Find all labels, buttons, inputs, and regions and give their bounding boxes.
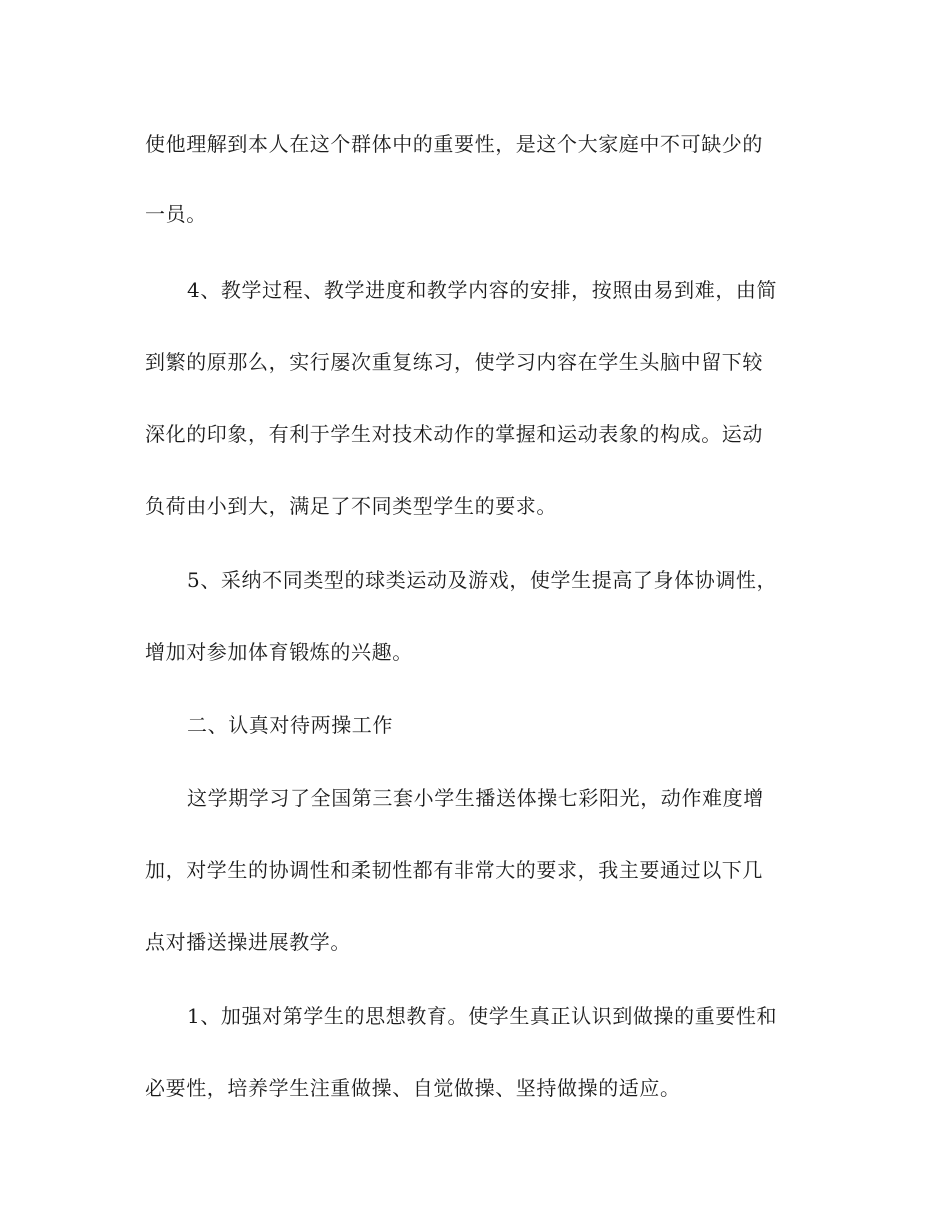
paragraph-start-line: 1、加强对第学生的思想教育。使学生真正认识到做操的重要性和 [187, 1004, 778, 1028]
text-line: 到繁的原那么，实行屡次重复练习，使学习内容在学生头脑中留下较 [145, 350, 763, 374]
text-line: 增加对参加体育锻炼的兴趣。 [145, 640, 413, 664]
paragraph-start-line: 4、教学过程、教学进度和教学内容的安排，按照由易到难，由简 [187, 278, 778, 302]
paragraph-start-line: 这学期学习了全国第三套小学生播送体操七彩阳光，动作难度增 [187, 786, 764, 810]
text-line: 深化的印象，有利于学生对技术动作的掌握和运动表象的构成。运动 [145, 422, 763, 446]
text-line: 使他理解到本人在这个群体中的重要性，是这个大家庭中不可缺少的 [145, 132, 763, 156]
text-line: 点对播送操进展教学。 [145, 930, 351, 954]
text-line: 加，对学生的协调性和柔韧性都有非常大的要求，我主要通过以下几 [145, 858, 763, 882]
section-heading: 二、认真对待两操工作 [187, 713, 393, 737]
text-line: 负荷由小到大，满足了不同类型学生的要求。 [145, 494, 557, 518]
text-line: 一员。 [145, 202, 207, 226]
text-line: 必要性，培养学生注重做操、自觉做操、坚持做操的适应。 [145, 1076, 681, 1100]
paragraph-start-line: 5、采纳不同类型的球类运动及游戏，使学生提高了身体协调性， [187, 568, 778, 592]
